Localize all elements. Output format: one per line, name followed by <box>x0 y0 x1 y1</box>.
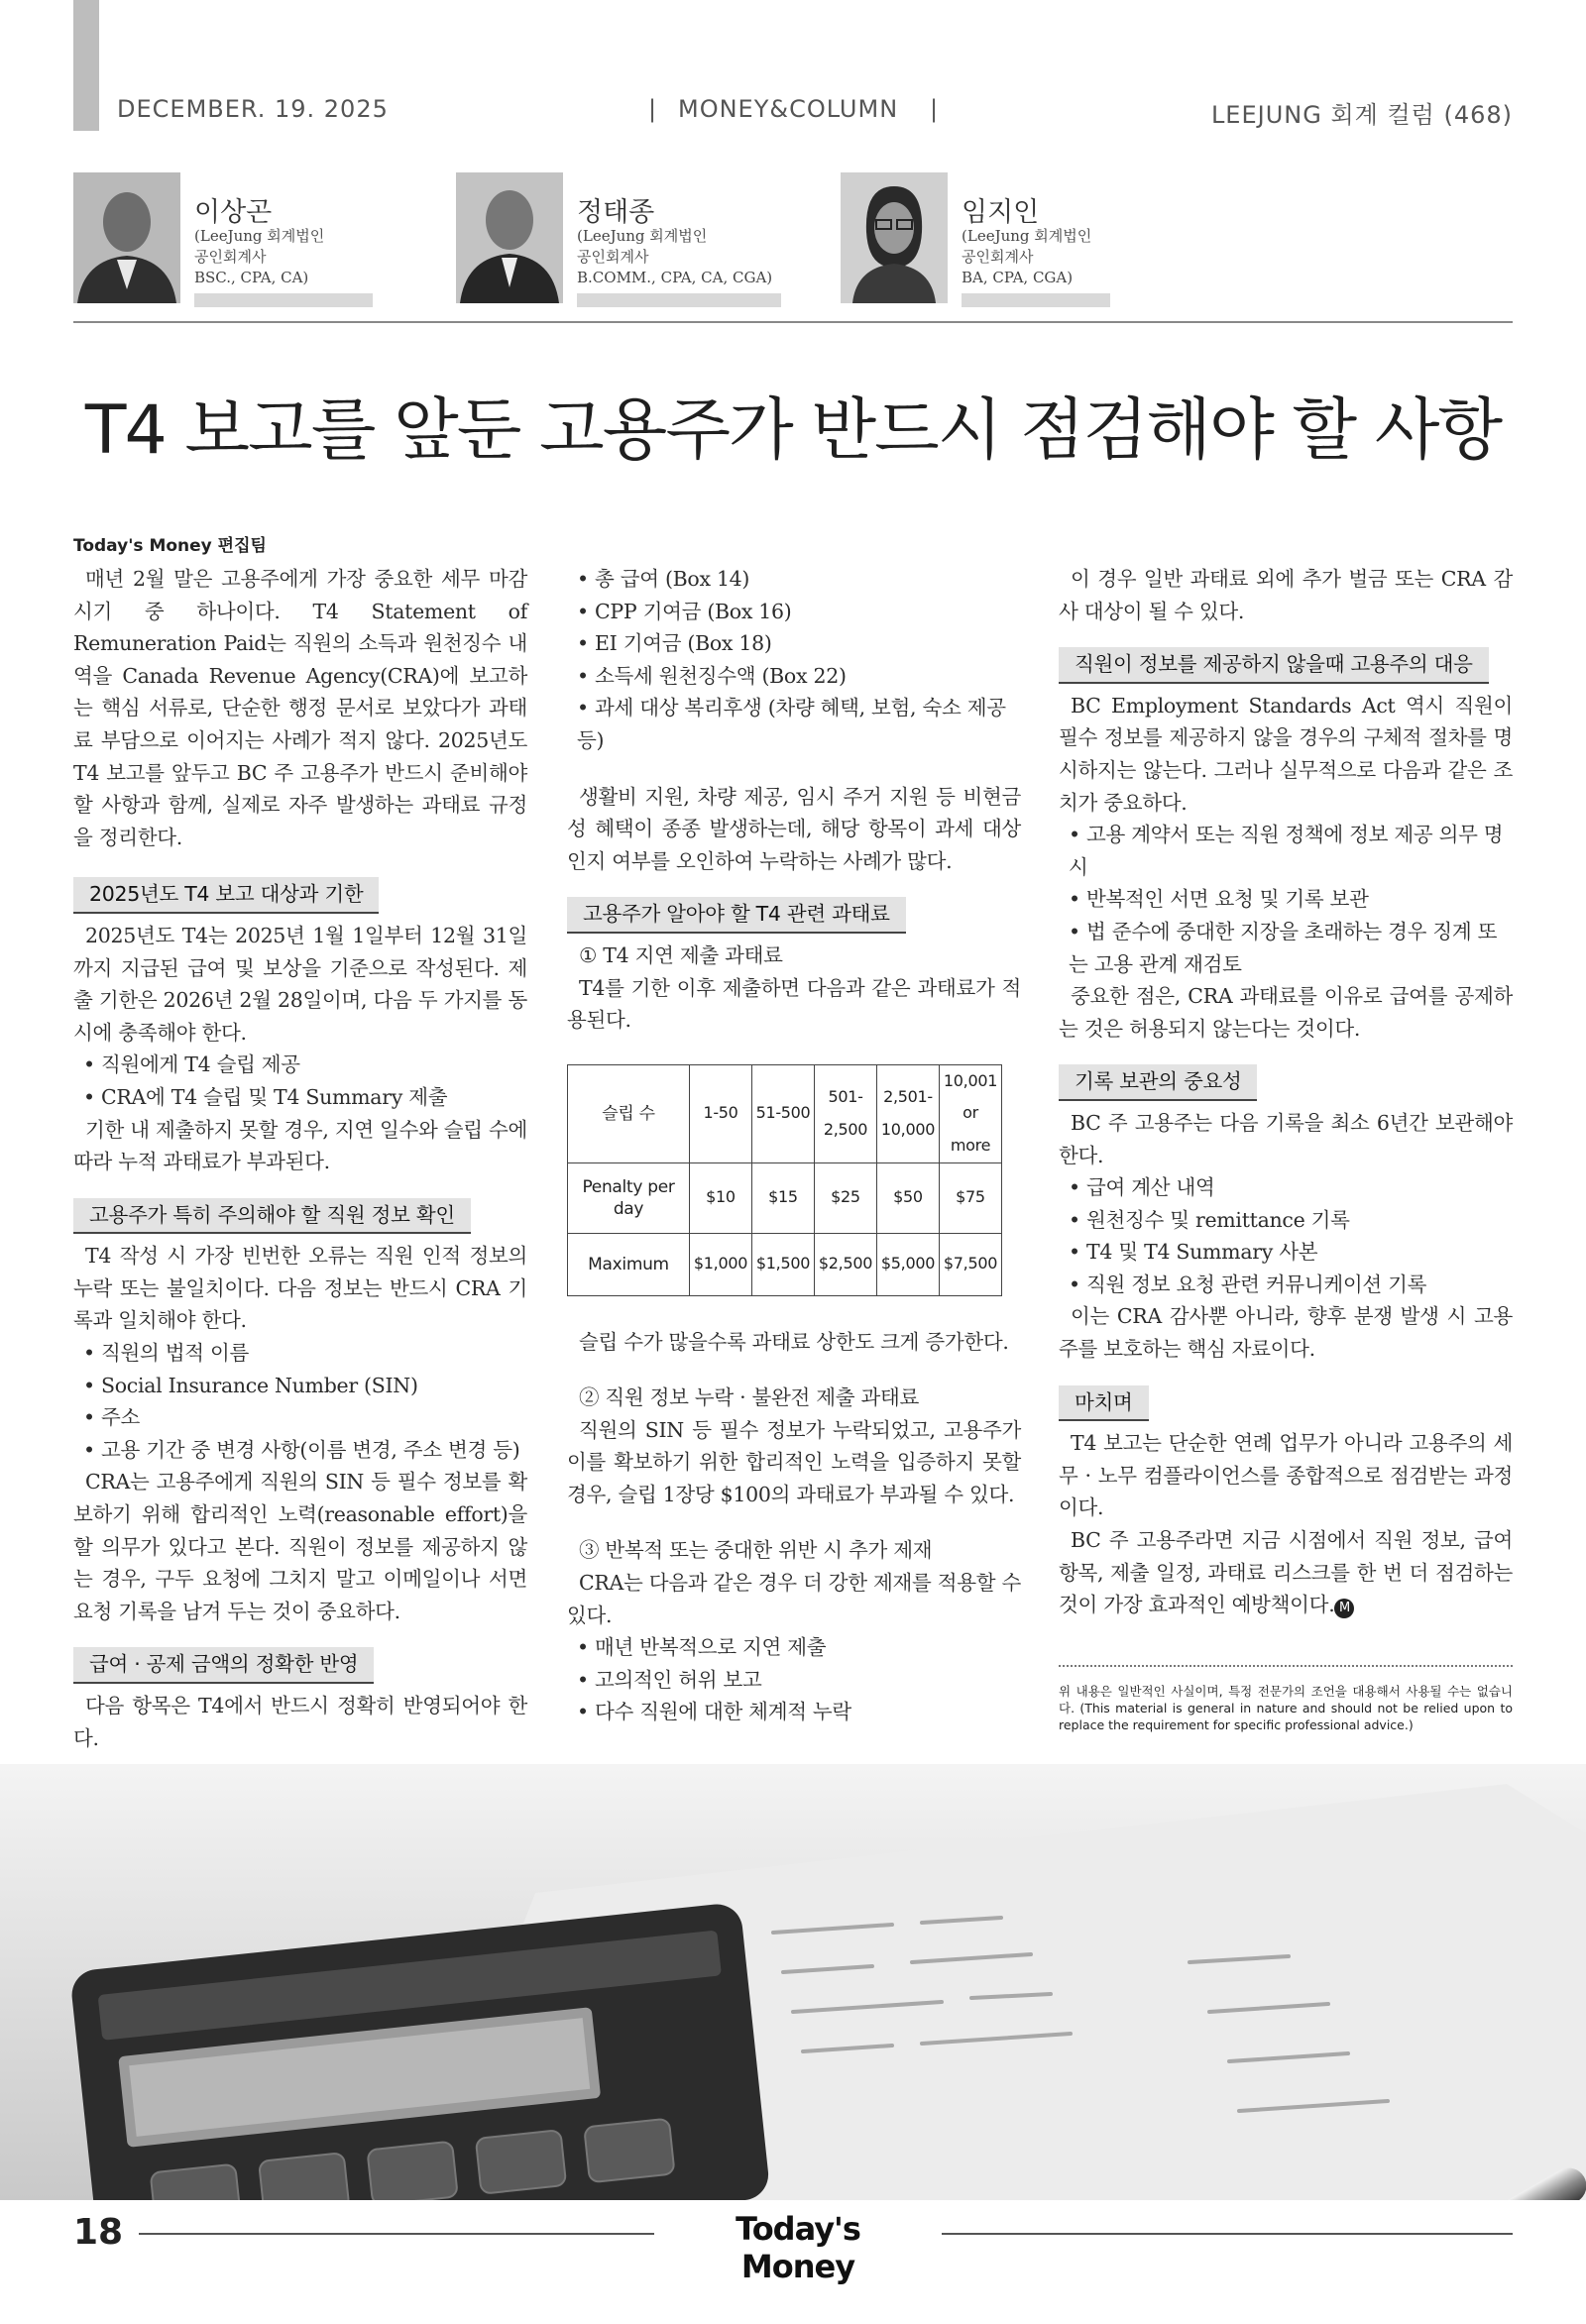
intro-paragraph: 매년 2월 말은 고용주에게 가장 중요한 세무 마감 시기 중 하나이다. T4 Statement of Remuneration Paid는 직원의 소득과 원천징수 내역을 Canada Revenue Agency(CRA)에 보고하는 핵심 서류로, 단순한 행정 문서로 보았다가 과태료 부담으로 이어지는 사례가 적지 않다. 2025년도 T4 보고를 앞두고 BC 주 고용주가 반드시 준비해야 할 사항과 함께, 실제로 자주 발생하는 과태료 규정을 정리한다. <box>73 567 527 849</box>
credential-underline <box>577 293 781 307</box>
table-cell: 1-50 <box>690 1064 752 1162</box>
bullet-item: • 고의적인 허위 보고 <box>567 1664 1021 1697</box>
paragraph: 이는 CRA 감사뿐 아니라, 향후 분쟁 발생 시 고용주를 보호하는 핵심 자료이다. <box>1059 1304 1513 1362</box>
paragraph: 이 경우 일반 과태료 외에 추가 벌금 또는 CRA 감사 대상이 될 수 있다. <box>1059 567 1513 623</box>
bullet-item: • 고용 계약서 또는 직원 정책에 정보 제공 의무 명시 <box>1059 819 1513 883</box>
table-row <box>568 1064 1002 1162</box>
table-cell: $25 <box>815 1162 877 1233</box>
bullet-item: • 소득세 원천징수액 (Box 22) <box>567 660 1021 693</box>
bullet-item: • 과세 대상 복리후생 (차량 혜택, 보험, 숙소 제공 등) <box>567 692 1021 756</box>
section-heading: 직원이 정보를 제공하지 않을때 고용주의 대응 <box>1059 647 1489 684</box>
section-heading: 2025년도 T4 보고 대상과 기한 <box>73 877 379 914</box>
footer-rule <box>139 2233 654 2235</box>
end-mark-icon: M <box>1334 1599 1354 1618</box>
bullet-item: • EI 기여금 (Box 18) <box>567 627 1021 660</box>
header-divider: | <box>648 95 657 123</box>
bullet-item: • T4 및 T4 Summary 사본 <box>1059 1236 1513 1269</box>
author-photo <box>841 172 948 303</box>
bullet-item: • 총 급여 (Box 14) <box>567 563 1021 596</box>
author-photo <box>456 172 563 303</box>
bullet-item: • 직원 정보 요청 관련 커뮤니케이션 기록 <box>1059 1269 1513 1301</box>
section-heading: 고용주가 알아야 할 T4 관련 과태료 <box>567 897 906 934</box>
table-cell: $5,000 <box>877 1233 940 1295</box>
brand-logo: Today's Money <box>736 2210 860 2285</box>
column-label: LEEJUNG 회계 컬럼 (468) <box>1210 101 1513 129</box>
page-number: 18 <box>73 2212 124 2253</box>
table-cell: 51-500 <box>752 1064 815 1162</box>
author-photo <box>73 172 180 303</box>
author-name: 정태종 <box>577 197 655 228</box>
paragraph: BC Employment Standards Act 역시 직원이 필수 정보를 제공하지 않을 경우의 구체적 절차를 명시하지는 않는다. 그러나 실무적으로 다음과 같은 조치가 중요하다. <box>1059 693 1513 815</box>
table-cell: 2,501- 10,000 <box>877 1064 940 1162</box>
bullet-item: • Social Insurance Number (SIN) <box>73 1370 527 1402</box>
bullet-item: • 직원의 법적 이름 <box>73 1337 527 1370</box>
section-name: MONEY&COLUMN <box>678 95 899 123</box>
table-cell: $1,000 <box>690 1233 752 1295</box>
disclaimer: 위 내용은 일반적인 사실이며, 특정 전문가의 조언을 대용해서 사용될 수는 없습니다. (This material is general in nature and should not be relied upon to replace the requirement for specific professional advice.) <box>1059 1684 1513 1732</box>
paragraph: BC 주 고용주는 다음 기록을 최소 6년간 보관해야 한다. <box>1059 1110 1513 1167</box>
calculator-pen-photo <box>0 1764 1586 2200</box>
bullet-item: • 다수 직원에 대한 체계적 누락 <box>567 1696 1021 1728</box>
author-name: 이상곤 <box>194 197 273 228</box>
bullet-item: • 반복적인 서면 요청 및 기록 보관 <box>1059 883 1513 916</box>
sub-heading: ② 직원 정보 누락 · 불완전 제출 과태료 <box>579 1385 919 1410</box>
header-divider: | <box>930 95 939 123</box>
article-headline: T4 보고를 앞둔 고용주가 반드시 점검해야 할 사항 <box>84 391 1502 470</box>
closing-text: BC 주 고용주라면 지금 시점에서 직원 정보, 급여 항목, 제출 일정, 과태료 리스크를 한 번 더 점검하는 것이 가장 효과적인 예방책이다. <box>1059 1528 1513 1617</box>
row-header: Penalty per day <box>568 1162 690 1233</box>
table-cell: 10,001 or more <box>940 1064 1002 1162</box>
paragraph: CRA는 다음과 같은 경우 더 강한 제재를 적용할 수 있다. <box>567 1571 1021 1627</box>
section-heading: 급여 · 공제 금액의 정확한 반영 <box>73 1647 374 1684</box>
author-credentials: (LeeJung 회계법인 공인회계사 BA, CPA, CGA) <box>962 227 1092 286</box>
bullet-item: • 주소 <box>73 1401 527 1434</box>
paragraph: T4 보고는 단순한 연례 업무가 아니라 고용주의 세무 · 노무 컴플라이언스를 종합적으로 점검받는 과정이다. <box>1059 1431 1513 1520</box>
row-header: Maximum <box>568 1233 690 1295</box>
bullet-item: • 급여 계산 내역 <box>1059 1171 1513 1204</box>
table-cell: $15 <box>752 1162 815 1233</box>
article-column-1 <box>73 563 527 1754</box>
bullet-item: • 원천징수 및 remittance 기록 <box>1059 1204 1513 1237</box>
paragraph: 직원의 SIN 등 필수 정보가 누락되었고, 고용주가 이를 확보하기 위한 합리적인 노력을 입증하지 못할 경우, 슬립 1장당 $100의 과태료가 부과될 수 있다. <box>567 1417 1021 1506</box>
table-cell: $10 <box>690 1162 752 1233</box>
author-name: 임지인 <box>962 197 1040 228</box>
bullet-item: • 고용 기간 중 변경 사항(이름 변경, 주소 변경 등) <box>73 1434 527 1467</box>
table-cell: $50 <box>877 1162 940 1233</box>
header-accent-bar <box>73 0 99 131</box>
bullet-item: • CRA에 T4 슬립 및 T4 Summary 제출 <box>73 1081 527 1114</box>
paragraph: 중요한 점은, CRA 과태료를 이유로 급여를 공제하는 것은 허용되지 않는다는 것이다. <box>1059 984 1513 1041</box>
credential-underline <box>194 293 373 307</box>
author-divider <box>73 321 1513 323</box>
footer-rule <box>942 2233 1513 2235</box>
author-credentials: (LeeJung 회계법인 공인회계사 BSC., CPA, CA) <box>194 227 325 286</box>
paragraph: 슬립 수가 많을수록 과태료 상한도 크게 증가한다. <box>579 1329 1009 1354</box>
bullet-item: • 법 준수에 중대한 지장을 초래하는 경우 징계 또는 고용 관계 재검토 <box>1059 916 1513 980</box>
bullet-item: • 직원에게 T4 슬립 제공 <box>73 1049 527 1081</box>
table-row <box>568 1233 1002 1295</box>
table-cell: $2,500 <box>815 1233 877 1295</box>
table-cell: $7,500 <box>940 1233 1002 1295</box>
issue-date: DECEMBER. 19. 2025 <box>117 95 389 123</box>
paragraph: T4를 기한 이후 제출하면 다음과 같은 과태료가 적용된다. <box>567 975 1021 1033</box>
sub-heading: ③ 반복적 또는 중대한 위반 시 추가 제재 <box>579 1538 933 1563</box>
paragraph: CRA는 고용주에게 직원의 SIN 등 필수 정보를 확보하기 위해 합리적인 노력(reasonable effort)을 할 의무가 있다고 본다. 직원이 정보를 제공하지 않는 경우, 구두 요청에 그치지 말고 이메일이나 서면 요청 기록을 남겨 두는 것이 중요하다. <box>73 1470 527 1623</box>
bullet-item: • 매년 반복적으로 지연 제출 <box>567 1631 1021 1664</box>
table-cell: 501- 2,500 <box>815 1064 877 1162</box>
sub-heading: ① T4 지연 제출 과태료 <box>579 942 783 967</box>
paragraph: 생활비 지원, 차량 제공, 임시 주거 지원 등 비현금성 혜택이 종종 발생하는데, 해당 항목이 과세 대상인지 여부를 오인하여 누락하는 사례가 많다. <box>567 784 1021 873</box>
bullet-item: • CPP 기여금 (Box 16) <box>567 596 1021 628</box>
article-column-2 <box>567 563 1021 1728</box>
paragraph <box>1059 1524 1513 1621</box>
credential-underline <box>962 293 1110 307</box>
section-heading: 기록 보관의 중요성 <box>1059 1064 1257 1101</box>
byline: Today's Money 편집팀 <box>73 536 267 556</box>
paragraph: T4 작성 시 가장 빈번한 오류는 직원 인적 정보의 누락 또는 불일치이다. 다음 정보는 반드시 CRA 기록과 일치해야 한다. <box>73 1244 527 1333</box>
section-heading: 고용주가 특히 주의해야 할 직원 정보 확인 <box>73 1198 471 1235</box>
section-heading: 마치며 <box>1059 1385 1149 1422</box>
paragraph: 기한 내 제출하지 못할 경우, 지연 일수와 슬립 수에 따라 누적 과태료가 부과된다. <box>73 1117 528 1174</box>
table-row <box>568 1162 1002 1233</box>
article-column-3 <box>1059 563 1513 1621</box>
table-cell: $75 <box>940 1162 1002 1233</box>
paragraph: 다음 항목은 T4에서 반드시 정확히 반영되어야 한다. <box>73 1694 527 1750</box>
penalty-table <box>567 1064 1002 1296</box>
paragraph: 2025년도 T4는 2025년 1월 1일부터 12월 31일까지 지급된 급여 및 보상을 기준으로 작성된다. 제출 기한은 2026년 2월 28일이며, 다음 두 가지를 동시에 충족해야 한다. <box>73 923 527 1045</box>
disclaimer-divider <box>1059 1665 1513 1667</box>
table-cell: $1,500 <box>752 1233 815 1295</box>
row-header: 슬립 수 <box>568 1064 690 1162</box>
author-credentials: (LeeJung 회계법인 공인회계사 B.COMM., CPA, CA, CGA) <box>577 227 773 286</box>
